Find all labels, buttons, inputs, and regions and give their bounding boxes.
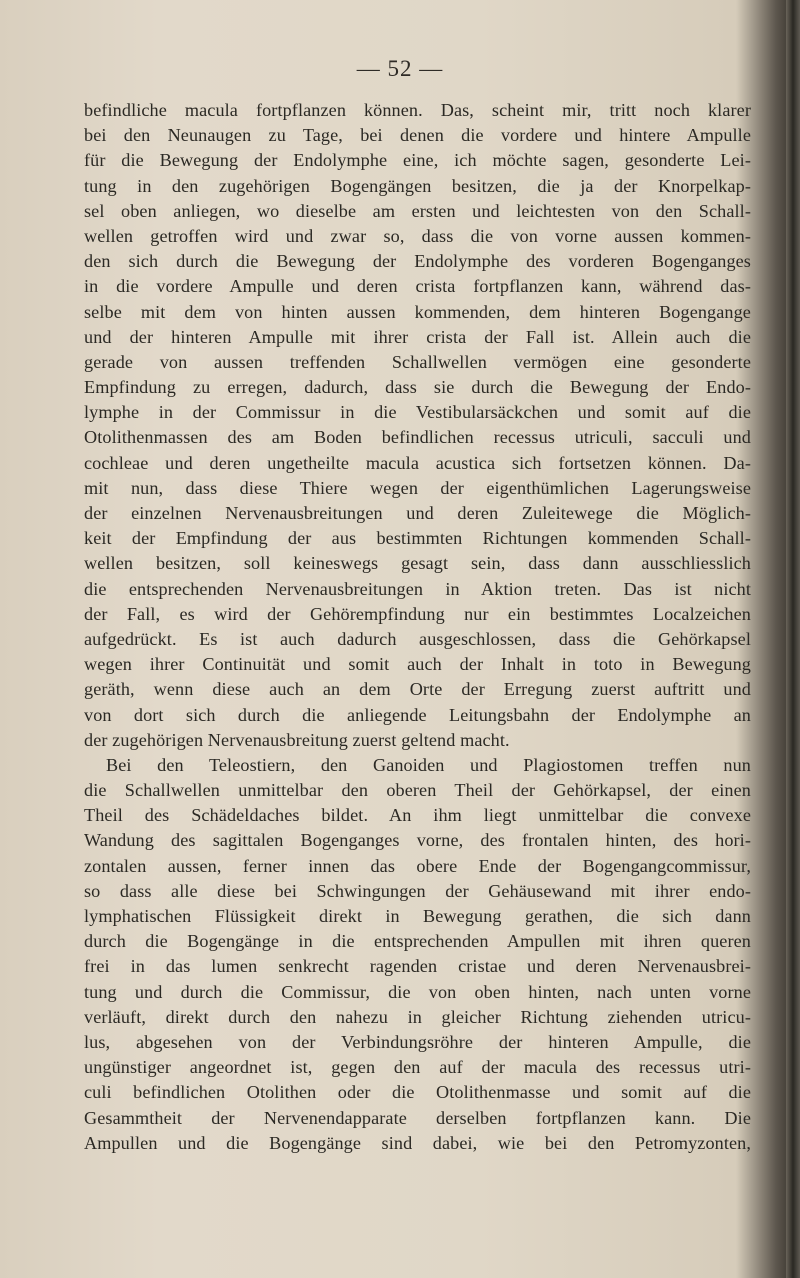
text-line: Wandung des sagittalen Bogenganges vorne, des frontalen hinten, des hori- (84, 830, 751, 851)
text-line: den sich durch die Bewegung der Endolymphe des vorderen Bogenganges (84, 251, 751, 272)
text-line: bei den Neunaugen zu Tage, bei denen die vordere und hintere Ampulle (84, 125, 751, 146)
text-line: tung und durch die Commissur, die von oben hinten, nach unten vorne (84, 981, 751, 1002)
text-line: wellen besitzen, soll keineswegs gesagt sein, dass dann ausschliesslich (84, 553, 751, 574)
text-line: lymphe in der Commissur in die Vestibularsäckchen und somit auf die (84, 402, 751, 423)
text-line: so dass alle diese bei Schwingungen der Gehäusewand mit ihrer endo- (84, 880, 751, 901)
text-line: für die Bewegung der Endolymphe eine, ich möchte sagen, gesonderte Lei- (84, 150, 751, 171)
text-line: aufgedrückt. Es ist auch dadurch ausgeschlossen, dass die Gehörkapsel (84, 628, 751, 649)
text-line: lus, abgesehen von der Verbindungsröhre der hinteren Ampulle, die (84, 1031, 751, 1052)
text-line: in die vordere Ampulle und deren crista fortpflanzen kann, während das- (84, 276, 751, 297)
text-line: zontalen aussen, ferner innen das obere Ende der Bogengangcommissur, (84, 855, 751, 876)
text-line: die Schallwellen unmittelbar den oberen Theil der Gehörkapsel, der einen (84, 780, 751, 801)
text-line: Otolithenmassen des am Boden befindlichen recessus utriculi, sacculi und (84, 427, 751, 448)
paragraph-start-line: Bei den Teleostiern, den Ganoiden und Plagiostomen treffen nun (106, 754, 751, 775)
text-line: mit nun, dass diese Thiere wegen der eigenthümlichen Lagerungsweise (84, 477, 751, 498)
text-line: keit der Empfindung der aus bestimmten Richtungen kommenden Schall- (84, 528, 751, 549)
text-line: der einzelnen Nervenausbreitungen und deren Zuleitewege die Möglich- (84, 503, 751, 523)
text-line: lymphatischen Flüssigkeit direkt in Bewegung gerathen, die sich dann (84, 906, 751, 926)
text-line: cochleae und deren ungetheilte macula acustica sich fortsetzen können. Da- (84, 452, 751, 473)
text-line: gerade von aussen treffenden Schallwellen vermögen eine gesonderte (84, 351, 751, 372)
page-number: — 52 — (356, 56, 444, 81)
text-line: wellen getroffen wird und zwar so, dass die von vorne aussen kommen- (84, 225, 751, 246)
text-line: ungünstiger angeordnet ist, gegen den auf der macula des recessus utri- (84, 1057, 751, 1078)
body-text (84, 98, 751, 1156)
text-line: Gesammtheit der Nervenendapparate derselben fortpflanzen kann. Die (84, 1107, 751, 1128)
text-line: Theil des Schädeldaches bildet. An ihm liegt unmittelbar die convexe (84, 805, 751, 826)
paragraph-end-line: der zugehörigen Nervenausbreitung zuerst geltend macht. (84, 729, 510, 750)
text-line: und der hinteren Ampulle mit ihrer crista der Fall ist. Allein auch die (84, 326, 751, 347)
text-line: culi befindlichen Otolithen oder die Otolithenmasse und somit auf die (84, 1082, 751, 1103)
text-line: tung in den zugehörigen Bogengängen besitzen, die ja der Knorpelkap- (84, 175, 751, 196)
text-line: der Fall, es wird der Gehörempfindung nur ein bestimmtes Localzeichen (84, 603, 751, 624)
text-line: selbe mit dem von hinten aussen kommenden, dem hinteren Bogengange (84, 301, 751, 322)
text-line: von dort sich durch die anliegende Leitungsbahn der Endolymphe an (84, 704, 751, 725)
text-line: geräth, wenn diese auch an dem Orte der Erregung zuerst auftritt und (84, 679, 751, 700)
text-line: die entsprechenden Nervenausbreitungen in Aktion treten. Das ist nicht (84, 578, 751, 599)
text-line: durch die Bogengänge in die entsprechenden Ampullen mit ihren queren (84, 931, 751, 952)
text-line: wegen ihrer Continuität und somit auch der Inhalt in toto in Bewegung (84, 654, 751, 675)
text-line: verläuft, direkt durch den nahezu in gleicher Richtung ziehenden utricu- (84, 1006, 751, 1027)
text-line: frei in das lumen senkrecht ragenden cristae und deren Nervenausbrei- (84, 956, 751, 977)
text-line: sel oben anliegen, wo dieselbe am ersten und leichtesten von den Schall- (84, 200, 751, 221)
text-line: Ampullen und die Bogengänge sind dabei, wie bei den Petromyzonten, (84, 1132, 751, 1153)
page-edge-shadow (786, 0, 800, 1278)
text-line: befindliche macula fortpflanzen können. Das, scheint mir, tritt noch klarer (84, 100, 751, 120)
text-line: Empfindung zu erregen, dadurch, dass sie durch die Bewegung der Endo- (84, 377, 751, 398)
